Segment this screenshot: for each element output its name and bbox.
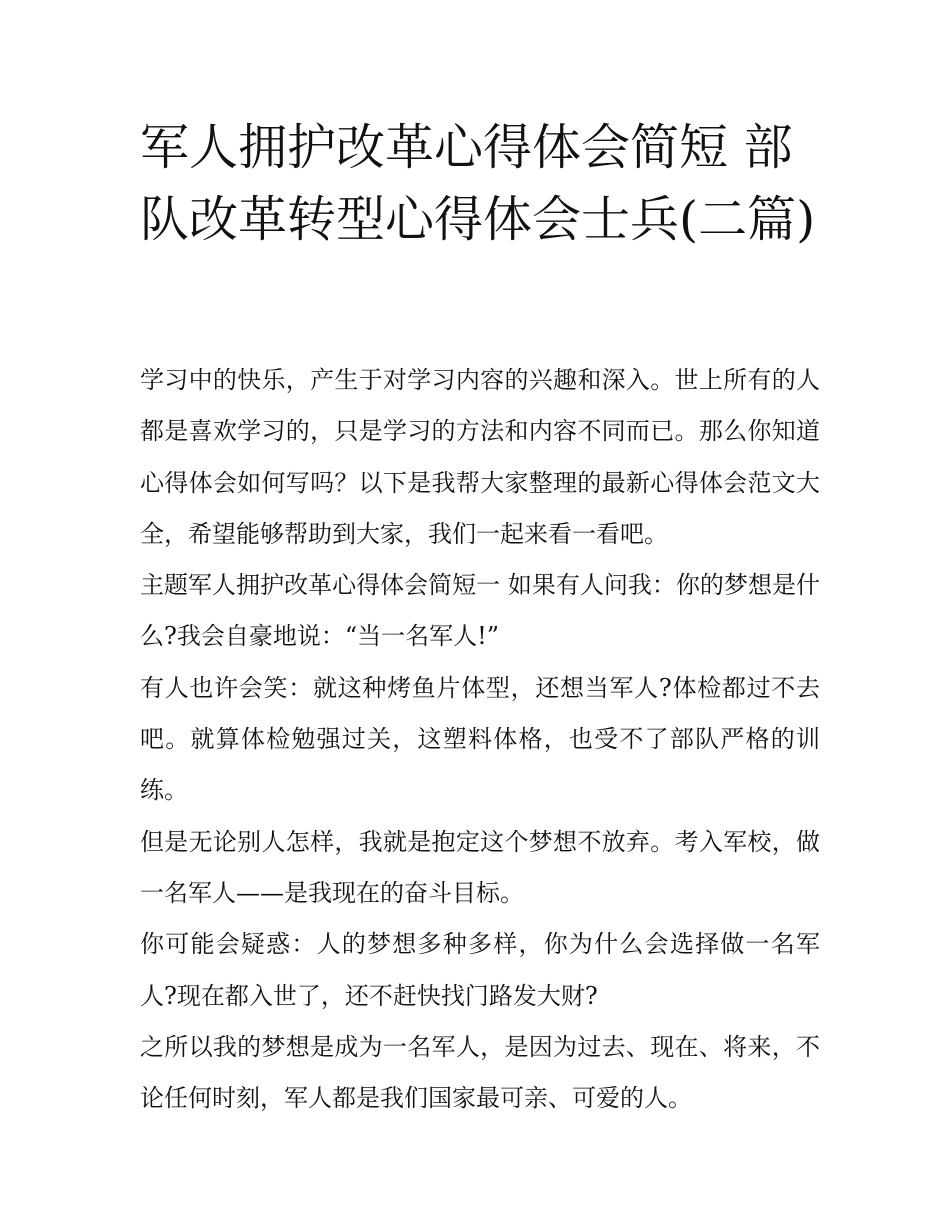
paragraph: 之所以我的梦想是成为一名军人，是因为过去、现在、将来，不论任何时刻，军人都是我们国家最可亲、可爱的人。 xyxy=(140,1032,820,1113)
document-title: 军人拥护改革心得体会简短 部队改革转型心得体会士兵(二篇) xyxy=(140,119,816,248)
paragraph: 你可能会疑惑：人的梦想多种多样，你为什么会选择做一名军人?现在都入世了，还不赶快找门路发大财? xyxy=(140,930,820,1010)
paragraph: 主题军人拥护改革心得体会简短一 如果有人问我：你的梦想是什么?我会自豪地说：“当一名军人!” xyxy=(140,571,820,651)
document-body xyxy=(140,355,820,1124)
paragraph: 有人也许会笑：就这种烤鱼片体型，还想当军人?体检都过不去吧。就算体检勉强过关，这塑料体格，也受不了部队严格的训练。 xyxy=(140,673,820,805)
paragraph: 但是无论别人怎样，我就是抱定这个梦想不放弃。考入军校，做一名军人——是我现在的奋斗目标。 xyxy=(140,827,820,907)
paragraph: 学习中的快乐，产生于对学习内容的兴趣和深入。世上所有的人都是喜欢学习的，只是学习的方法和内容不同而已。那么你知道心得体会如何写吗？以下是我帮大家整理的最新心得体会范文大全，希望能够帮助到大家，我们一起来看一看吧。 xyxy=(140,366,820,548)
